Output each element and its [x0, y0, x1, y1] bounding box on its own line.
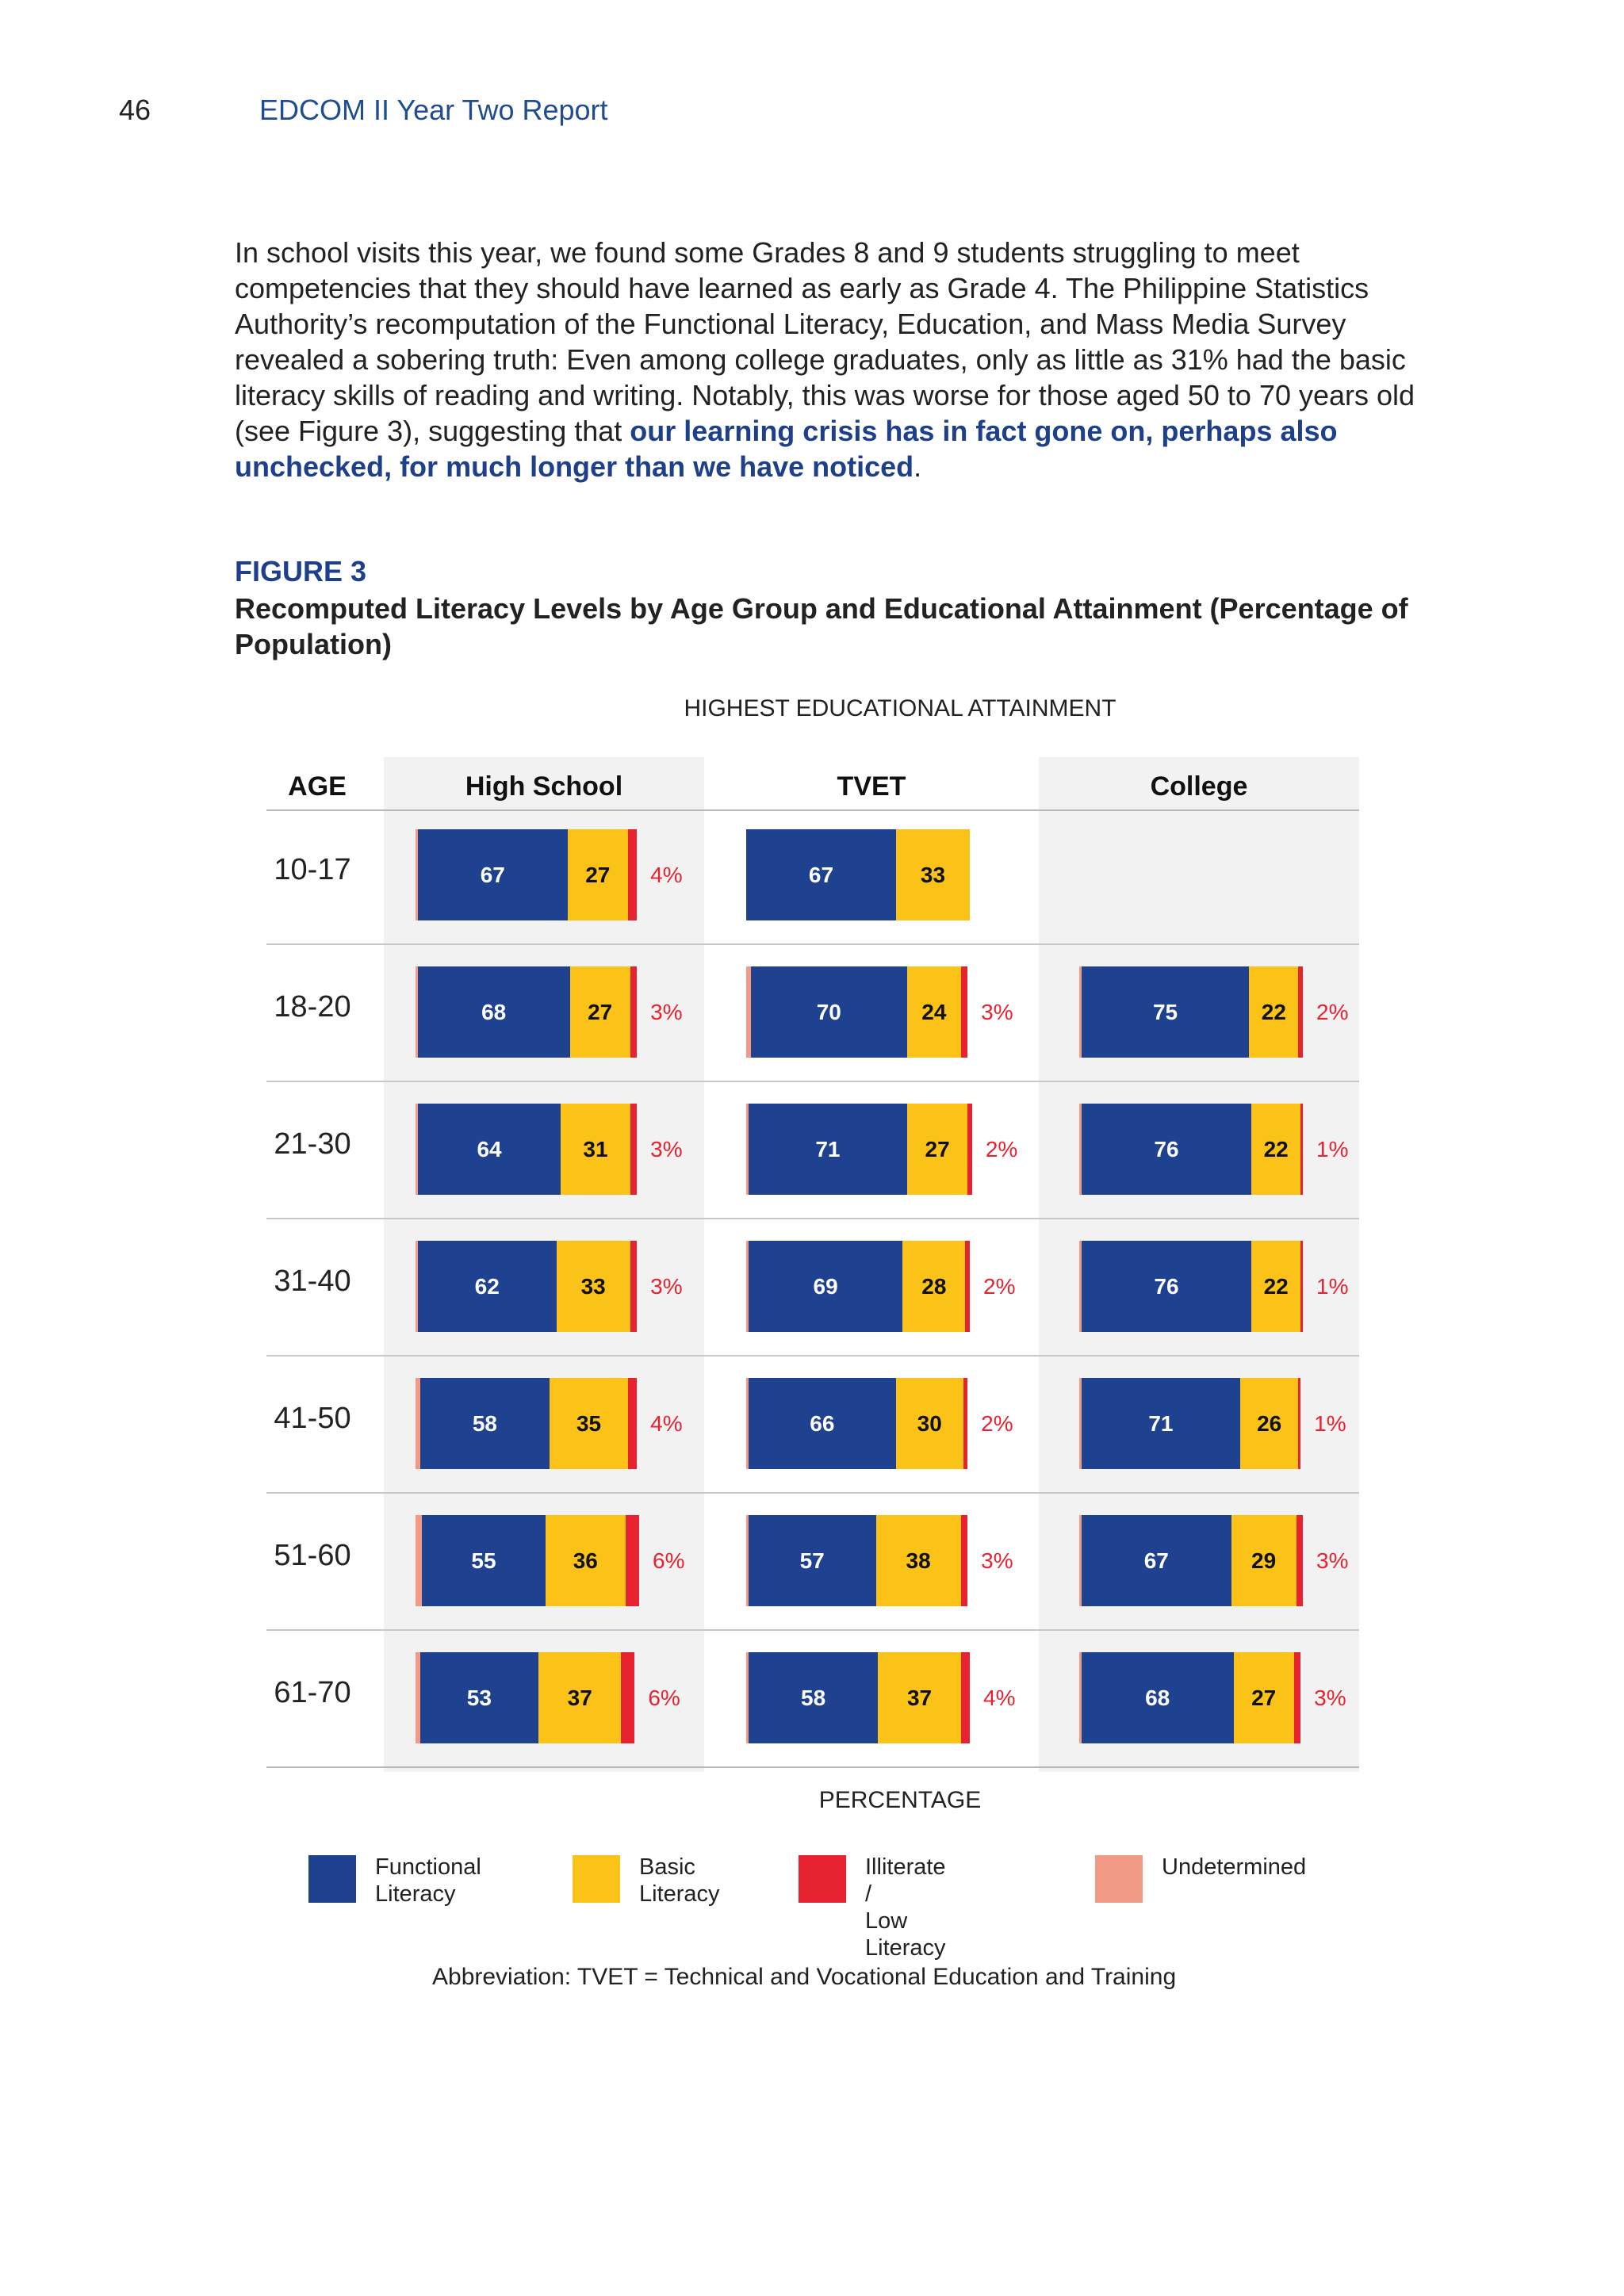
row-divider — [266, 1492, 1359, 1494]
data-label-basic: 26 — [1257, 1411, 1282, 1436]
data-label-illiterate: 2% — [1316, 1000, 1349, 1024]
data-label-illiterate: 3% — [981, 1548, 1013, 1573]
data-label-functional: 68 — [1145, 1686, 1170, 1710]
data-label-basic: 35 — [576, 1411, 602, 1436]
figure-title: Recomputed Literacy Levels by Age Group and Educational Attainment (Percentage of Population) — [235, 592, 1408, 660]
legend-label-functional: Functional Literacy — [375, 1854, 481, 1907]
bar-segment-illiterate-high-school — [626, 1515, 639, 1606]
age-label: 31-40 — [274, 1265, 351, 1298]
legend-swatch-functional — [308, 1855, 356, 1903]
data-label-functional: 64 — [477, 1137, 502, 1161]
bar-segment-illiterate-high-school — [630, 966, 637, 1058]
group-header-tvet: TVET — [837, 771, 906, 802]
data-label-illiterate: 3% — [650, 1000, 683, 1024]
bar-segment-illiterate-college — [1298, 1378, 1300, 1469]
data-label-illiterate: 4% — [650, 1411, 683, 1436]
age-label: 51-60 — [274, 1539, 351, 1572]
data-label-functional: 53 — [466, 1686, 492, 1710]
data-label-illiterate: 2% — [985, 1137, 1018, 1161]
bar-segment-illiterate-tvet — [963, 1378, 968, 1469]
data-label-functional: 75 — [1152, 1000, 1178, 1024]
row-divider — [266, 1629, 1359, 1631]
data-label-functional: 58 — [801, 1686, 826, 1710]
data-label-functional: 57 — [799, 1548, 825, 1573]
data-label-illiterate: 1% — [1314, 1411, 1346, 1436]
data-label-basic: 37 — [906, 1686, 933, 1710]
data-label-illiterate: 2% — [983, 1274, 1016, 1299]
data-label-functional: 62 — [474, 1274, 500, 1299]
chart-top-caption: HIGHEST EDUCATIONAL ATTAINMENT — [684, 695, 1116, 721]
data-label-functional: 69 — [813, 1274, 838, 1299]
age-label: 41-50 — [274, 1402, 351, 1435]
data-label-functional: 67 — [1143, 1548, 1169, 1573]
data-label-basic: 33 — [580, 1274, 606, 1299]
bar-segment-illiterate-college — [1300, 1104, 1303, 1195]
data-label-functional: 70 — [816, 1000, 841, 1024]
data-label-basic: 24 — [921, 1000, 947, 1024]
bar-segment-illiterate-tvet — [965, 1241, 970, 1332]
bar-segment-illiterate-tvet — [967, 1104, 972, 1195]
bar-segment-illiterate-college — [1294, 1652, 1300, 1743]
bar-segment-illiterate-high-school — [621, 1652, 634, 1743]
data-label-functional: 67 — [808, 863, 834, 887]
data-label-functional: 58 — [472, 1411, 497, 1436]
bar-segment-illiterate-high-school — [630, 1241, 637, 1332]
data-label-functional: 76 — [1154, 1274, 1179, 1299]
legend-label-basic: Basic Literacy — [639, 1854, 720, 1907]
group-header-college: College — [1150, 771, 1248, 802]
header-rule — [266, 809, 1359, 811]
age-column-header: AGE — [288, 771, 347, 802]
data-label-illiterate: 6% — [648, 1686, 680, 1710]
chart-bottom-caption: PERCENTAGE — [818, 1787, 982, 1813]
data-label-basic: 28 — [921, 1274, 947, 1299]
running-title: EDCOM II Year Two Report — [259, 94, 608, 126]
data-label-basic: 22 — [1261, 1000, 1286, 1024]
data-label-illiterate: 4% — [650, 863, 683, 887]
data-label-illiterate: 3% — [1314, 1686, 1346, 1710]
data-label-basic: 27 — [585, 863, 611, 887]
data-label-illiterate: 3% — [1316, 1548, 1349, 1573]
data-label-basic: 22 — [1263, 1137, 1289, 1161]
bar-segment-illiterate-tvet — [961, 1652, 970, 1743]
data-label-basic: 36 — [573, 1548, 598, 1573]
legend-label-illiterate: Illiterate / Low Literacy — [865, 1854, 946, 1961]
row-divider — [266, 1355, 1359, 1357]
bar-segment-illiterate-college — [1298, 966, 1303, 1058]
body-emphasis: our learning crisis has in fact gone on, perhaps also unchecked, for much longer than we have noticed — [235, 415, 1338, 483]
data-label-basic: 33 — [920, 863, 946, 887]
age-label: 18-20 — [274, 990, 351, 1024]
data-label-functional: 71 — [1148, 1411, 1174, 1436]
abbreviation-note: Abbreviation: TVET = Technical and Vocational Education and Training — [432, 1964, 1177, 1990]
data-label-illiterate: 6% — [653, 1548, 685, 1573]
legend-swatch-undetermined — [1095, 1855, 1143, 1903]
page-number: 46 — [119, 94, 151, 126]
bar-segment-illiterate-high-school — [630, 1104, 637, 1195]
data-label-basic: 29 — [1251, 1548, 1277, 1573]
data-label-illiterate: 1% — [1316, 1137, 1349, 1161]
data-label-functional: 71 — [815, 1137, 841, 1161]
legend-swatch-basic — [573, 1855, 620, 1903]
data-label-functional: 55 — [471, 1548, 496, 1573]
bar-segment-undetermined-high-school — [416, 1515, 422, 1606]
bar-segment-illiterate-tvet — [961, 966, 967, 1058]
data-label-illiterate: 3% — [981, 1000, 1013, 1024]
bar-segment-illiterate-college — [1297, 1515, 1303, 1606]
bar-segment-illiterate-college — [1300, 1241, 1303, 1332]
data-label-illiterate: 2% — [981, 1411, 1013, 1436]
row-divider — [266, 1766, 1359, 1768]
bar-segment-illiterate-tvet — [961, 1515, 967, 1606]
data-label-basic: 27 — [1251, 1686, 1277, 1710]
row-divider — [266, 943, 1359, 945]
data-label-basic: 27 — [588, 1000, 613, 1024]
data-label-functional: 68 — [481, 1000, 507, 1024]
bar-segment-illiterate-high-school — [628, 829, 637, 920]
body-paragraph — [235, 235, 1424, 484]
data-label-basic: 22 — [1263, 1274, 1289, 1299]
data-label-basic: 37 — [567, 1686, 592, 1710]
age-label: 61-70 — [274, 1676, 351, 1709]
data-label-illiterate: 3% — [650, 1137, 683, 1161]
data-label-illiterate: 1% — [1316, 1274, 1349, 1299]
data-label-basic: 38 — [906, 1548, 931, 1573]
data-label-illiterate: 4% — [983, 1686, 1016, 1710]
age-label: 21-30 — [274, 1127, 351, 1161]
age-label: 10-17 — [274, 853, 351, 886]
body-text-end: . — [914, 450, 922, 483]
legend-label-undetermined: Undetermined — [1162, 1854, 1307, 1880]
figure-label: FIGURE 3 — [235, 555, 367, 587]
data-label-basic: 31 — [583, 1137, 608, 1161]
row-divider — [266, 1081, 1359, 1082]
body-text: In school visits this year, we found some Grades 8 and 9 students struggling to meet competencies that they should have learned as early as Grade 4. The Philippine Statistics Authority’s recomputation of the Functional Literacy, Education, and Mass Media Survey revealed a sobering truth: Even among college graduates, only as little as 31% had the basic literacy skills of reading and writing. Notably, this was worse for those aged 50 to 70 years old (see Figure 3), suggesting that — [235, 236, 1415, 447]
group-header-high-school: High School — [465, 771, 623, 802]
data-label-illiterate: 3% — [650, 1274, 683, 1299]
data-label-functional: 76 — [1154, 1137, 1179, 1161]
bar-segment-illiterate-high-school — [628, 1378, 637, 1469]
data-label-functional: 67 — [480, 863, 505, 887]
data-label-functional: 66 — [810, 1411, 835, 1436]
row-divider — [266, 1218, 1359, 1219]
legend-swatch-illiterate — [799, 1855, 846, 1903]
data-label-basic: 27 — [925, 1137, 950, 1161]
data-label-basic: 30 — [917, 1411, 942, 1436]
